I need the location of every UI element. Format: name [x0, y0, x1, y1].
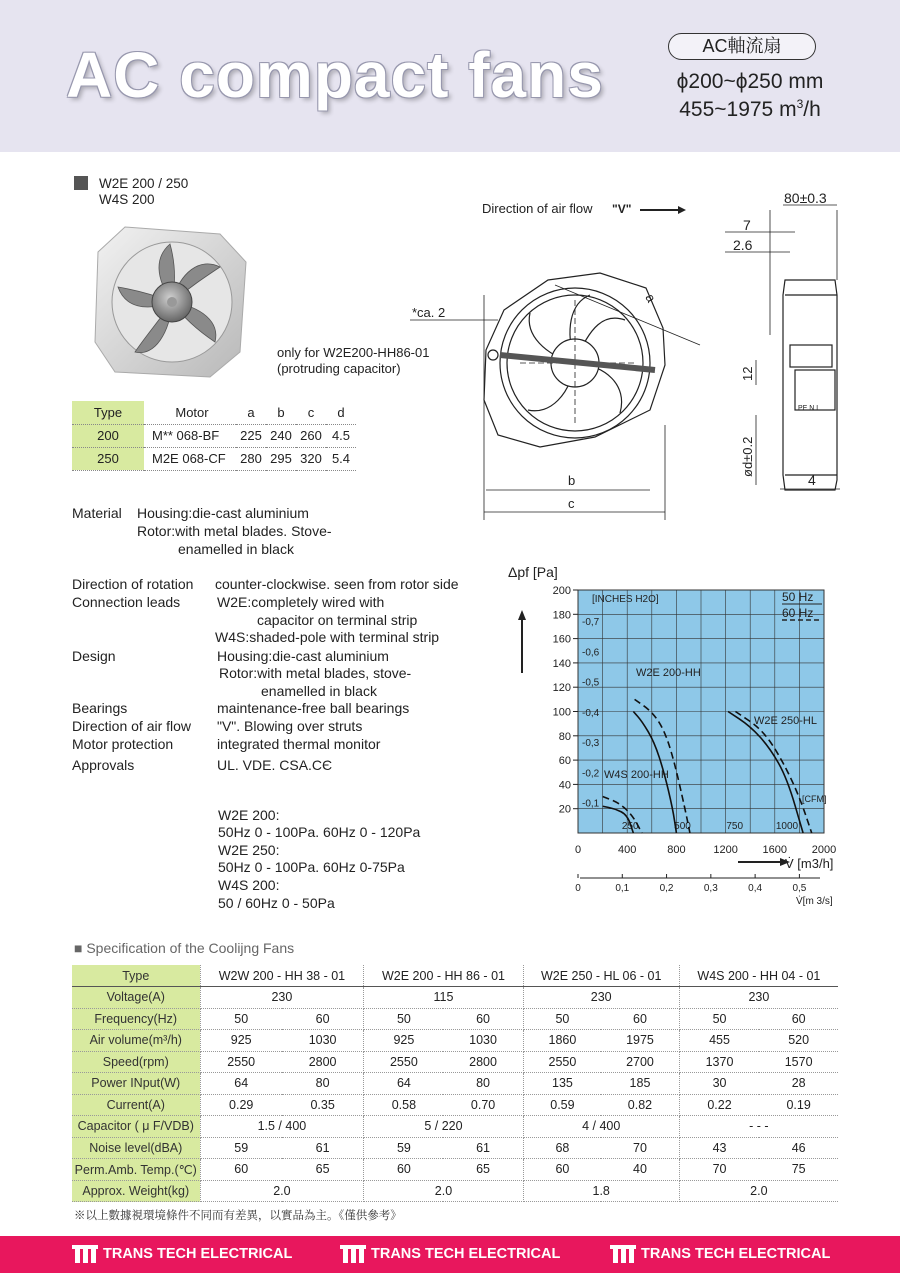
ms-tick-label: 0,1	[615, 883, 630, 894]
row-label: Power INput(W)	[72, 1073, 200, 1095]
cell: 59	[364, 1137, 444, 1159]
ms-tick-label: 0,3	[703, 883, 718, 894]
cell: 70	[601, 1137, 679, 1159]
footer-brand-2	[340, 1244, 560, 1264]
y-axis-arrow-head	[518, 610, 526, 620]
brand-logo-icon	[610, 1245, 636, 1263]
y-tick-label: 80	[558, 730, 571, 743]
airdir-value: "V". Blowing over struts	[217, 718, 363, 734]
cell: 455	[679, 1030, 759, 1052]
pressure-line: 50Hz 0 - 100Pa. 60Hz 0-75Pa	[218, 859, 405, 875]
spec-table-title: ■ Specification of the Coolijng Fans	[74, 940, 295, 956]
ms-tick-label: 0,2	[659, 883, 674, 894]
row-label: Current(A)	[72, 1094, 200, 1116]
curve-label-w4s200: W4S 200-HH	[604, 769, 669, 781]
cell: 2.0	[364, 1180, 523, 1202]
flow-range	[655, 97, 845, 122]
bearings-value: maintenance-free ball bearings	[217, 700, 410, 716]
cell: 230	[679, 987, 838, 1009]
header-d: d	[326, 401, 356, 424]
cell: M2E 068-CF	[144, 447, 236, 470]
row-label: Voltage(A)	[72, 987, 200, 1009]
dim-a-label: a	[642, 291, 660, 305]
cell: 60	[759, 1008, 838, 1030]
cell: 2550	[200, 1051, 282, 1073]
cell: 50	[200, 1008, 282, 1030]
note-line-1: only for W2E200-HH86-01	[277, 345, 430, 360]
design-label: Design	[72, 648, 116, 664]
row-label: Frequency(Hz)	[72, 1008, 200, 1030]
cell: 925	[200, 1030, 282, 1052]
inch-tick-label: -0,3	[582, 738, 600, 750]
table-row	[72, 1137, 838, 1159]
category-badge: AC軸流扇	[668, 33, 816, 60]
cell: 2800	[443, 1051, 523, 1073]
table-row	[72, 1051, 838, 1073]
row-label: Capacitor ( μ F/VDB)	[72, 1116, 200, 1138]
cfm-tick-label: 1000	[775, 821, 799, 832]
cell: 925	[364, 1030, 444, 1052]
models-line-2: W4S 200	[99, 192, 155, 207]
inch-tick-label: -0,7	[582, 617, 600, 629]
row-label: Air volume(m³/h)	[72, 1030, 200, 1052]
cell: 1570	[759, 1051, 838, 1073]
header-motor: Motor	[144, 401, 236, 424]
cell: 43	[679, 1137, 759, 1159]
type-header: W4S 200 - HH 04 - 01	[679, 965, 838, 987]
y-axis-title: Δpf [Pa]	[508, 564, 558, 580]
table-row	[72, 447, 356, 470]
cell: 2.0	[679, 1180, 838, 1202]
dim-d-label: ød±0.2	[740, 436, 755, 477]
pressure-line: W2E 200:	[218, 807, 280, 823]
bearings-label: Bearings	[72, 700, 128, 716]
material-line-1: Housing:die-cast aluminium	[137, 505, 309, 521]
cell: 60	[200, 1159, 282, 1181]
protection-value: integrated thermal monitor	[217, 736, 381, 752]
cell: 2800	[282, 1051, 364, 1073]
pressure-line: 50Hz 0 - 100Pa. 60Hz 0 - 120Pa	[218, 824, 421, 840]
row-label: Type	[72, 965, 200, 987]
cfm-tick-label: 250	[621, 821, 639, 832]
cell: 60	[523, 1159, 601, 1181]
cell: 135	[523, 1073, 601, 1095]
table-row	[72, 424, 356, 447]
header-type: Type	[72, 401, 144, 424]
ms-tick-label: 0,5	[792, 883, 807, 894]
cell: - - -	[679, 1116, 838, 1138]
inch-tick-label: -0,4	[582, 707, 600, 719]
table-row	[72, 987, 838, 1009]
front-view	[410, 273, 700, 520]
dim-12-label: 12	[740, 366, 755, 381]
brand-name: TRANS TECH ELECTRICAL	[371, 1246, 561, 1262]
header-b: b	[266, 401, 296, 424]
cell: 230	[523, 987, 679, 1009]
cell: 2550	[364, 1051, 444, 1073]
cell: 64	[364, 1073, 444, 1095]
dim-4-label: 4	[808, 472, 816, 488]
cell: 59	[200, 1137, 282, 1159]
ms-tick-label: 0	[575, 883, 581, 894]
cell: 0.70	[443, 1094, 523, 1116]
row-label: Speed(rpm)	[72, 1051, 200, 1073]
table-row	[72, 1008, 838, 1030]
cell: 64	[200, 1073, 282, 1095]
cell: 61	[443, 1137, 523, 1159]
cell: 320	[296, 447, 326, 470]
ca2-label: *ca. 2	[412, 305, 446, 320]
y-tick-label: 120	[552, 682, 571, 695]
footer-brand-3	[610, 1244, 830, 1264]
inch-tick-label: -0,2	[582, 768, 600, 780]
cell: 30	[679, 1073, 759, 1095]
pressure-line: W4S 200:	[218, 877, 280, 893]
cell: 185	[601, 1073, 679, 1095]
section-bullet	[74, 176, 88, 190]
x-tick-label: 0	[574, 844, 582, 856]
dim-80-label: 80±0.3	[784, 190, 827, 206]
cell: 46	[759, 1137, 838, 1159]
cell: 115	[364, 987, 523, 1009]
leads-label: Connection leads	[72, 594, 181, 610]
inches-label: [INCHES H2O]	[592, 594, 659, 605]
y-tick-label: 180	[552, 609, 571, 622]
cell: 4.5	[326, 424, 356, 447]
x-tick-label: 2000	[811, 844, 837, 856]
rotation-value: counter-clockwise. seen from rotor side	[215, 576, 459, 592]
cell: 520	[759, 1030, 838, 1052]
y-axis-ticks	[553, 585, 578, 816]
cell: 65	[282, 1159, 364, 1181]
inch-tick-label: -0,5	[582, 677, 600, 689]
leads-line-3: W4S:shaded-pole with terminal strip	[215, 629, 440, 645]
cell: 250	[72, 447, 144, 470]
cell: 4 / 400	[523, 1116, 679, 1138]
table-row	[72, 1180, 838, 1202]
motor-dimension-table	[72, 401, 356, 471]
cell: 5 / 220	[364, 1116, 523, 1138]
dim-b-label: b	[568, 473, 576, 488]
cell: 0.35	[282, 1094, 364, 1116]
footer-brand-1	[72, 1244, 292, 1264]
cell: 280	[236, 447, 266, 470]
cell: 80	[282, 1073, 364, 1095]
flow-range-suffix: /h	[803, 98, 821, 121]
cell: 60	[443, 1008, 523, 1030]
x-tick-label: 1200	[713, 844, 738, 856]
dim-26-label: 2.6	[733, 237, 753, 253]
cell: 1370	[679, 1051, 759, 1073]
cell: 40	[601, 1159, 679, 1181]
material-line-3: enamelled in black	[178, 541, 294, 557]
technical-drawing	[400, 185, 860, 520]
x-tick-label: 800	[667, 844, 686, 856]
header-c: c	[296, 401, 326, 424]
y-tick-label: 100	[552, 706, 571, 719]
cell: 2.0	[200, 1180, 364, 1202]
y-tick-label: 160	[552, 633, 571, 646]
cfm-tick-label: 500	[674, 821, 691, 832]
table-header-row	[72, 401, 356, 424]
cell: 65	[443, 1159, 523, 1181]
legend-60hz: 60 Hz	[782, 606, 814, 620]
cell: 2550	[523, 1051, 601, 1073]
cfm-tick-label: 750	[726, 821, 744, 832]
material-label: Material	[72, 505, 122, 521]
header-a: a	[236, 401, 266, 424]
legend-50hz: 50 Hz	[782, 590, 814, 604]
pressure-line: W2E 250:	[218, 842, 280, 858]
airflow-label: Direction of air flow	[482, 201, 593, 216]
airflow-arrow-head	[678, 206, 686, 214]
flow-range-prefix: 455~1975 m	[679, 98, 797, 121]
cell: 60	[282, 1008, 364, 1030]
ms-axis-title: V̇[m 3/s]	[796, 896, 833, 907]
table-header-row	[72, 965, 838, 987]
leads-line-2: capacitor on terminal strip	[257, 612, 418, 628]
y-tick-label: 20	[558, 803, 571, 816]
cell: 0.29	[200, 1094, 282, 1116]
flow-range-sup: 3	[796, 97, 804, 111]
inch-tick-label: -0,6	[582, 647, 600, 659]
cell: 80	[443, 1073, 523, 1095]
cell: 50	[679, 1008, 759, 1030]
dim-7-label: 7	[743, 217, 751, 233]
table-row	[72, 1073, 838, 1095]
cell: 0.82	[601, 1094, 679, 1116]
footnote: ※以上數據視環境條件不同而有差異，以實品為主。《僅供參考》	[74, 1210, 402, 1222]
curve-label-w2e200: W2E 200-HH	[636, 667, 701, 679]
cell: 240	[266, 424, 296, 447]
cell: 0.19	[759, 1094, 838, 1116]
cell: 1975	[601, 1030, 679, 1052]
cell: 0.58	[364, 1094, 444, 1116]
row-label: Perm.Amb. Temp.(℃)	[72, 1159, 200, 1181]
x-tick-label: 400	[618, 844, 637, 856]
cell: 0.22	[679, 1094, 759, 1116]
y-tick-label: 140	[552, 657, 571, 670]
models-line-1: W2E 200 / 250	[99, 176, 189, 191]
cell: 1.8	[523, 1180, 679, 1202]
x-axis-title: V̇ [m3/h]	[785, 856, 834, 871]
dim-c-label: c	[568, 496, 575, 511]
brand-name: TRANS TECH ELECTRICAL	[641, 1246, 831, 1262]
cell: 50	[364, 1008, 444, 1030]
y-tick-label: 200	[552, 585, 571, 597]
airflow-v-label: "V"	[612, 202, 632, 216]
cell: 75	[759, 1159, 838, 1181]
protection-label: Motor protection	[72, 736, 174, 752]
airdir-label: Direction of air flow	[72, 718, 192, 734]
fan-photo	[90, 222, 250, 382]
type-header: W2E 200 - HH 86 - 01	[364, 965, 523, 987]
cell: 1030	[443, 1030, 523, 1052]
rotation-label: Direction of rotation	[72, 576, 194, 592]
cell: M** 068-BF	[144, 424, 236, 447]
y-tick-label: 40	[558, 779, 571, 792]
x-tick-label: 1600	[762, 844, 788, 856]
material-line-2: Rotor:with metal blades. Stove-	[137, 523, 332, 539]
row-label: Noise level(dBA)	[72, 1137, 200, 1159]
spec-table	[72, 965, 838, 1202]
table-row	[72, 1159, 838, 1181]
brand-logo-icon	[340, 1245, 366, 1263]
cfm-label: [CFM]	[802, 794, 827, 804]
cell: 28	[759, 1073, 838, 1095]
type-header: W2W 200 - HH 38 - 01	[200, 965, 364, 987]
cell: 0.59	[523, 1094, 601, 1116]
cell: 1860	[523, 1030, 601, 1052]
ms-axis-ticks	[575, 874, 807, 894]
row-label: Approx. Weight(kg)	[72, 1180, 200, 1202]
design-line-1: Housing:die-cast aluminium	[217, 648, 389, 664]
cell: 225	[236, 424, 266, 447]
brand-logo-icon	[72, 1245, 98, 1263]
size-range: ϕ200~ϕ250 mm	[676, 70, 824, 93]
terminal-label: PE N L	[798, 405, 821, 412]
ms-tick-label: 0,4	[748, 883, 763, 894]
cell: 260	[296, 424, 326, 447]
cell: 295	[266, 447, 296, 470]
cell: 230	[200, 987, 364, 1009]
cell: 60	[364, 1159, 444, 1181]
design-line-2: Rotor:with metal blades, stove-	[219, 665, 412, 681]
cell: 1030	[282, 1030, 364, 1052]
cell: 61	[282, 1137, 364, 1159]
cell: 50	[523, 1008, 601, 1030]
design-line-3: enamelled in black	[261, 683, 377, 699]
type-header: W2E 250 - HL 06 - 01	[523, 965, 679, 987]
curve-label-w2e250: W2E 250-HL	[754, 715, 817, 727]
cell: 60	[601, 1008, 679, 1030]
table-row	[72, 1030, 838, 1052]
x-axis-ticks	[575, 844, 836, 856]
page-title: AC compact fans	[66, 39, 604, 111]
brand-name: TRANS TECH ELECTRICAL	[103, 1246, 293, 1262]
note-line-2: (protruding capacitor)	[277, 361, 401, 376]
inch-tick-label: -0,1	[582, 798, 600, 810]
y-tick-label: 60	[558, 755, 571, 768]
cell: 70	[679, 1159, 759, 1181]
cell: 5.4	[326, 447, 356, 470]
performance-chart	[500, 558, 860, 910]
cell: 1.5 / 400	[200, 1116, 364, 1138]
cell: 200	[72, 424, 144, 447]
cell: 68	[523, 1137, 601, 1159]
approvals-value: UL. VDE. CSA.CЄ	[217, 757, 333, 773]
pressure-line: 50 / 60Hz 0 - 50Pa	[218, 895, 335, 911]
leads-line-1: W2E:completely wired with	[217, 594, 385, 610]
cell: 2700	[601, 1051, 679, 1073]
approvals-label: Approvals	[72, 757, 135, 773]
table-row	[72, 1094, 838, 1116]
table-row	[72, 1116, 838, 1138]
